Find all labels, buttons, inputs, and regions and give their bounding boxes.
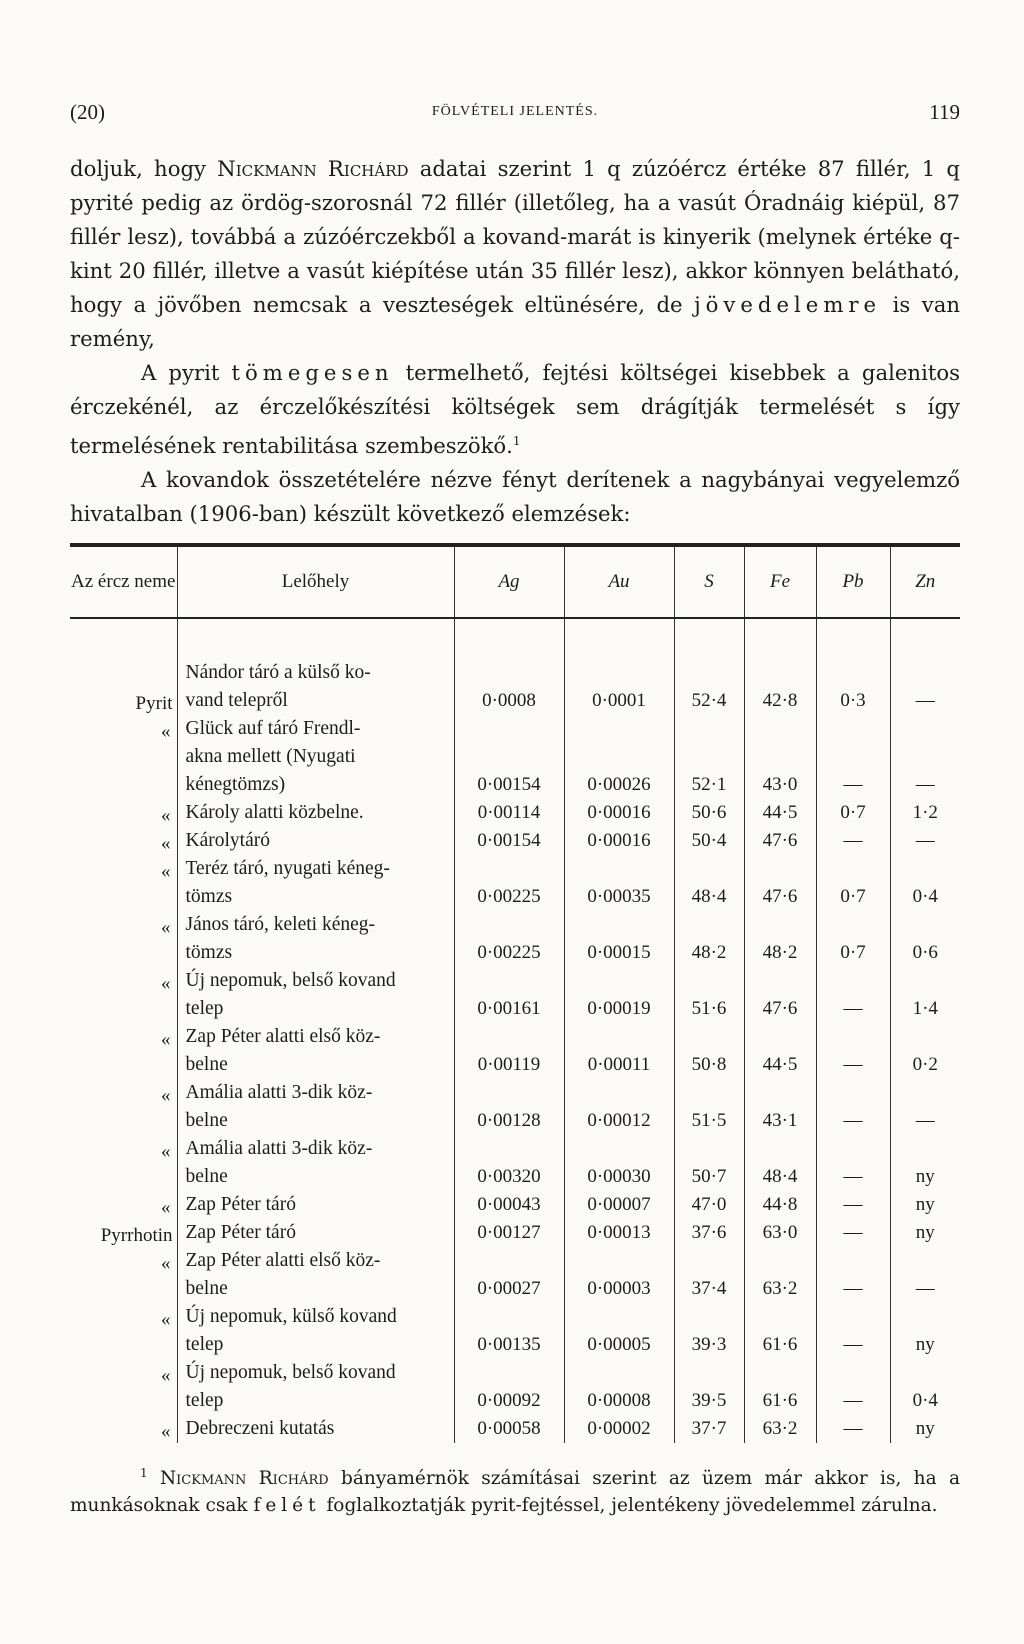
paragraph-1 xyxy=(70,152,960,356)
col-header-au: Au xyxy=(564,545,674,618)
cell-loc: telep xyxy=(177,1331,454,1359)
cell-zn: 1·2 xyxy=(890,799,960,827)
cell-pb: — xyxy=(816,1275,890,1303)
table-header-row xyxy=(70,545,960,618)
cell-loc: Új nepomuk, belső kovand xyxy=(177,967,454,995)
cell-ag xyxy=(454,743,564,771)
cell-zn: ny xyxy=(890,1163,960,1191)
cell-ag: 0·00058 xyxy=(454,1415,564,1443)
cell-s: 37·7 xyxy=(674,1415,744,1443)
cell-loc: Amália alatti 3-dik köz- xyxy=(177,1079,454,1107)
p2-spaced-word: tömegesen xyxy=(231,360,394,385)
cell-ore: « xyxy=(161,1309,171,1330)
table-row xyxy=(70,827,960,855)
cell-ag: 0·00092 xyxy=(454,1387,564,1415)
cell-pb xyxy=(816,967,890,995)
cell-au xyxy=(564,743,674,771)
cell-pb xyxy=(816,1247,890,1275)
cell-au xyxy=(564,911,674,939)
cell-loc: Debreczeni kutatás xyxy=(177,1415,454,1443)
cell-s: 50·4 xyxy=(674,827,744,855)
cell-fe xyxy=(744,1135,816,1163)
cell-ag: 0·00043 xyxy=(454,1191,564,1219)
table-row xyxy=(70,771,960,799)
col-header-location: Lelőhely xyxy=(177,545,454,618)
body-text xyxy=(70,152,960,531)
cell-ore: « xyxy=(161,1365,171,1386)
cell-au xyxy=(564,659,674,687)
cell-fe: 48·2 xyxy=(744,939,816,967)
cell-fe: 61·6 xyxy=(744,1387,816,1415)
cell-au: 0·0001 xyxy=(564,687,674,715)
table-row xyxy=(70,1135,960,1163)
cell-zn: ny xyxy=(890,1191,960,1219)
cell-fe: 43·1 xyxy=(744,1107,816,1135)
cell-fe: 48·4 xyxy=(744,1163,816,1191)
cell-zn: — xyxy=(890,827,960,855)
cell-au: 0·00035 xyxy=(564,883,674,911)
col-header-ore: Az ércz neme xyxy=(71,571,176,592)
table-row xyxy=(70,1415,960,1443)
cell-s: 37·6 xyxy=(674,1219,744,1247)
cell-s: 52·4 xyxy=(674,687,744,715)
cell-loc: Új nepomuk, belső kovand xyxy=(177,1359,454,1387)
cell-fe: 44·5 xyxy=(744,1051,816,1079)
cell-pb: — xyxy=(816,1107,890,1135)
cell-au xyxy=(564,1079,674,1107)
cell-zn: — xyxy=(890,1275,960,1303)
cell-au: 0·00016 xyxy=(564,799,674,827)
cell-s: 39·5 xyxy=(674,1387,744,1415)
col-header-s: S xyxy=(674,545,744,618)
cell-loc: vand telepről xyxy=(177,687,454,715)
table-row xyxy=(70,1303,960,1331)
cell-zn xyxy=(890,715,960,743)
cell-au: 0·00015 xyxy=(564,939,674,967)
cell-fe xyxy=(744,1247,816,1275)
cell-loc: telep xyxy=(177,1387,454,1415)
cell-s: 50·7 xyxy=(674,1163,744,1191)
cell-fe xyxy=(744,911,816,939)
cell-fe: 63·2 xyxy=(744,1415,816,1443)
cell-ore xyxy=(70,883,177,911)
cell-ore xyxy=(70,1163,177,1191)
cell-au: 0·00019 xyxy=(564,995,674,1023)
cell-loc: Teréz táró, nyugati kéneg- xyxy=(177,855,454,883)
cell-loc: akna mellett (Nyugati xyxy=(177,743,454,771)
cell-ag xyxy=(454,715,564,743)
cell-ag: 0·00154 xyxy=(454,827,564,855)
cell-ore: « xyxy=(161,721,171,742)
cell-ore: « xyxy=(161,917,171,938)
cell-au: 0·00008 xyxy=(564,1387,674,1415)
cell-fe: 44·5 xyxy=(744,799,816,827)
table-row xyxy=(70,883,960,911)
cell-s xyxy=(674,1247,744,1275)
cell-fe: 61·6 xyxy=(744,1331,816,1359)
p1-text-b: adatai szerint 1 q zúzóércz értéke 87 fillér, 1 q pyrité pedig az ördög-szorosnál 72 fillér (illetőleg, ha a vasút Óradnáig kiépül, 87 fillér lesz), továbbá a zúzóérczekből a kovand-marát is kinyerik (melynek értéke q-kint 20 fillér, illetve a vasút kiépítése után 35 fillér lesz), akkor könnyen belátható, hogy a jövőben nemcsak a veszteségek eltünésére, de xyxy=(70,156,960,317)
cell-pb: — xyxy=(816,1387,890,1415)
cell-fe xyxy=(744,1079,816,1107)
cell-pb: — xyxy=(816,827,890,855)
table-row xyxy=(70,995,960,1023)
cell-ag xyxy=(454,1247,564,1275)
cell-ag: 0·00225 xyxy=(454,939,564,967)
cell-au: 0·00003 xyxy=(564,1275,674,1303)
cell-fe: 47·6 xyxy=(744,827,816,855)
cell-loc: Zap Péter táró xyxy=(177,1219,454,1247)
cell-loc: kénegtömzs) xyxy=(177,771,454,799)
footnote-spaced-word: felét xyxy=(253,1495,321,1517)
cell-pb xyxy=(816,855,890,883)
cell-au xyxy=(564,1247,674,1275)
cell-au xyxy=(564,855,674,883)
cell-ore: Pyrit xyxy=(135,693,173,714)
col-header-ag: Ag xyxy=(454,545,564,618)
cell-ag: 0·00027 xyxy=(454,1275,564,1303)
cell-zn xyxy=(890,967,960,995)
cell-loc: Zap Péter alatti első köz- xyxy=(177,1247,454,1275)
footnote-author: Nickmann Richárd xyxy=(159,1468,329,1490)
cell-au: 0·00030 xyxy=(564,1163,674,1191)
cell-au: 0·00011 xyxy=(564,1051,674,1079)
cell-au xyxy=(564,1023,674,1051)
cell-ore: « xyxy=(161,861,171,882)
cell-fe xyxy=(744,743,816,771)
cell-ore: « xyxy=(161,805,171,826)
cell-ag xyxy=(454,1359,564,1387)
cell-ore xyxy=(70,1107,177,1135)
table-row xyxy=(70,1275,960,1303)
cell-pb: — xyxy=(816,1415,890,1443)
cell-zn: ny xyxy=(890,1415,960,1443)
cell-au: 0·00007 xyxy=(564,1191,674,1219)
cell-pb xyxy=(816,1079,890,1107)
cell-au: 0·00016 xyxy=(564,827,674,855)
cell-ore xyxy=(70,771,177,799)
cell-pb xyxy=(816,1135,890,1163)
cell-fe: 42·8 xyxy=(744,687,816,715)
cell-fe: 47·6 xyxy=(744,995,816,1023)
cell-s: 37·4 xyxy=(674,1275,744,1303)
cell-ag xyxy=(454,1303,564,1331)
cell-s: 50·8 xyxy=(674,1051,744,1079)
cell-au xyxy=(564,967,674,995)
table-row xyxy=(70,715,960,743)
cell-zn: 1·4 xyxy=(890,995,960,1023)
cell-zn: 0·2 xyxy=(890,1051,960,1079)
cell-zn xyxy=(890,1135,960,1163)
cell-pb: — xyxy=(816,771,890,799)
cell-fe xyxy=(744,967,816,995)
table-row xyxy=(70,1331,960,1359)
cell-ag: 0·00128 xyxy=(454,1107,564,1135)
cell-loc: tömzs xyxy=(177,939,454,967)
cell-pb xyxy=(816,715,890,743)
table-row xyxy=(70,687,960,715)
cell-zn xyxy=(890,1303,960,1331)
cell-ag xyxy=(454,1079,564,1107)
cell-loc: János táró, keleti kéneg- xyxy=(177,911,454,939)
cell-fe xyxy=(744,855,816,883)
cell-ore xyxy=(70,1275,177,1303)
footnote-ref: 1 xyxy=(512,434,521,448)
cell-ag: 0·00161 xyxy=(454,995,564,1023)
cell-loc: Zap Péter alatti első köz- xyxy=(177,1023,454,1051)
footnote-text-a: bányamérnök számításai szerint az üzem már akkor is, ha a munkásoknak csak xyxy=(70,1468,960,1517)
cell-ore: « xyxy=(161,1197,171,1218)
table-spacer-row xyxy=(70,618,960,659)
cell-ore xyxy=(70,939,177,967)
cell-s xyxy=(674,1303,744,1331)
cell-zn: 0·4 xyxy=(890,883,960,911)
cell-fe: 44·8 xyxy=(744,1191,816,1219)
cell-ag: 0·00135 xyxy=(454,1331,564,1359)
cell-s xyxy=(674,1359,744,1387)
table-row xyxy=(70,1163,960,1191)
cell-fe: 47·6 xyxy=(744,883,816,911)
cell-zn: 0·4 xyxy=(890,1387,960,1415)
cell-fe: 63·0 xyxy=(744,1219,816,1247)
cell-ore: « xyxy=(161,1085,171,1106)
cell-ore: « xyxy=(161,833,171,854)
cell-loc: Nándor táró a külső ko- xyxy=(177,659,454,687)
cell-zn xyxy=(890,1359,960,1387)
table-row xyxy=(70,1079,960,1107)
cell-pb xyxy=(816,1023,890,1051)
table-row xyxy=(70,855,960,883)
paragraph-3: A kovandok összetételére nézve fényt derítenek a nagybányai vegyelemző hivatalban (1906-ban) készült következő elemzések: xyxy=(70,467,960,527)
cell-fe: 63·2 xyxy=(744,1275,816,1303)
cell-zn: 0·6 xyxy=(890,939,960,967)
cell-pb: — xyxy=(816,1051,890,1079)
cell-au xyxy=(564,1359,674,1387)
p2-text-b: termelhető, fejtési költségei kisebbek a galenitos érczekénél, az érczelőkészítési költségek sem drágítják termelését s így termelésének rentabilitása szembeszökő. xyxy=(70,360,960,459)
cell-pb xyxy=(816,743,890,771)
cell-loc: Károly alatti közbelne. xyxy=(177,799,454,827)
p2-text-a: A pyrit xyxy=(141,360,232,385)
cell-ore: « xyxy=(161,1141,171,1162)
cell-ag xyxy=(454,1135,564,1163)
cell-loc: Károlytáró xyxy=(177,827,454,855)
cell-loc: Új nepomuk, külső kovand xyxy=(177,1303,454,1331)
cell-ag: 0·00154 xyxy=(454,771,564,799)
cell-zn xyxy=(890,855,960,883)
cell-fe xyxy=(744,715,816,743)
cell-ag: 0·0008 xyxy=(454,687,564,715)
cell-ag: 0·00127 xyxy=(454,1219,564,1247)
cell-zn xyxy=(890,1079,960,1107)
cell-pb: — xyxy=(816,1163,890,1191)
cell-s: 51·6 xyxy=(674,995,744,1023)
cell-pb: — xyxy=(816,1331,890,1359)
cell-ag: 0·00114 xyxy=(454,799,564,827)
analysis-table xyxy=(70,543,960,1443)
cell-loc: belne xyxy=(177,1275,454,1303)
cell-zn xyxy=(890,1247,960,1275)
cell-s xyxy=(674,743,744,771)
cell-pb: — xyxy=(816,1191,890,1219)
cell-zn xyxy=(890,1023,960,1051)
cell-au xyxy=(564,1135,674,1163)
table-row xyxy=(70,1387,960,1415)
header-title: FÖLVÉTELI JELENTÉS. xyxy=(431,104,599,119)
cell-pb xyxy=(816,911,890,939)
cell-s xyxy=(674,967,744,995)
cell-ag xyxy=(454,911,564,939)
cell-ag: 0·00320 xyxy=(454,1163,564,1191)
cell-au: 0·00026 xyxy=(564,771,674,799)
table-row xyxy=(70,1023,960,1051)
cell-s: 50·6 xyxy=(674,799,744,827)
cell-loc: Zap Péter táró xyxy=(177,1191,454,1219)
cell-fe xyxy=(744,1023,816,1051)
table-row xyxy=(70,743,960,771)
cell-fe xyxy=(744,1359,816,1387)
cell-s xyxy=(674,855,744,883)
cell-s xyxy=(674,1023,744,1051)
col-header-pb: Pb xyxy=(816,545,890,618)
cell-pb xyxy=(816,659,890,687)
cell-s: 52·1 xyxy=(674,771,744,799)
cell-ore xyxy=(70,995,177,1023)
cell-au: 0·00002 xyxy=(564,1415,674,1443)
cell-au: 0·00012 xyxy=(564,1107,674,1135)
cell-pb: 0·7 xyxy=(816,883,890,911)
footnote-mark: 1 xyxy=(140,1466,148,1480)
cell-loc: belne xyxy=(177,1163,454,1191)
page-number: 119 xyxy=(929,100,960,124)
table-row xyxy=(70,1247,960,1275)
cell-pb: — xyxy=(816,995,890,1023)
col-header-fe: Fe xyxy=(744,545,816,618)
cell-au xyxy=(564,1303,674,1331)
p1-text-c: is van remény, xyxy=(70,292,960,351)
cell-zn xyxy=(890,743,960,771)
cell-au: 0·00005 xyxy=(564,1331,674,1359)
table-row xyxy=(70,799,960,827)
cell-ore xyxy=(70,743,177,771)
cell-s: 48·4 xyxy=(674,883,744,911)
cell-zn xyxy=(890,911,960,939)
table-row xyxy=(70,1359,960,1387)
cell-pb: — xyxy=(816,1219,890,1247)
cell-s xyxy=(674,659,744,687)
cell-s: 47·0 xyxy=(674,1191,744,1219)
cell-ore: « xyxy=(161,1029,171,1050)
cell-au: 0·00013 xyxy=(564,1219,674,1247)
cell-loc: Amália alatti 3-dik köz- xyxy=(177,1135,454,1163)
cell-fe xyxy=(744,659,816,687)
cell-pb: 0·7 xyxy=(816,939,890,967)
cell-zn: ny xyxy=(890,1219,960,1247)
cell-ag xyxy=(454,659,564,687)
table-row xyxy=(70,911,960,939)
cell-ore: « xyxy=(161,973,171,994)
table-row xyxy=(70,1191,960,1219)
cell-s xyxy=(674,1079,744,1107)
cell-s: 48·2 xyxy=(674,939,744,967)
cell-ore: Pyrrhotin xyxy=(100,1225,173,1246)
cell-fe: 43·0 xyxy=(744,771,816,799)
p1-text-a: doljuk, hogy xyxy=(70,156,218,181)
cell-loc: Glück auf táró Frendl- xyxy=(177,715,454,743)
cell-pb: 0·7 xyxy=(816,799,890,827)
table-row xyxy=(70,659,960,687)
cell-s: 39·3 xyxy=(674,1331,744,1359)
table-row xyxy=(70,1219,960,1247)
cell-zn: — xyxy=(890,687,960,715)
cell-s: 51·5 xyxy=(674,1107,744,1135)
table-row xyxy=(70,967,960,995)
cell-loc: belne xyxy=(177,1051,454,1079)
cell-ag xyxy=(454,855,564,883)
cell-s xyxy=(674,715,744,743)
cell-ag: 0·00119 xyxy=(454,1051,564,1079)
cell-fe xyxy=(744,1303,816,1331)
cell-s xyxy=(674,1135,744,1163)
cell-ore xyxy=(70,659,177,687)
cell-s xyxy=(674,911,744,939)
cell-ag: 0·00225 xyxy=(454,883,564,911)
footnote-text-b: foglalkoztatják pyrit-fejtéssel, jelentékeny jövedelemmel zárulna. xyxy=(320,1495,938,1517)
running-header xyxy=(70,100,960,130)
cell-au xyxy=(564,715,674,743)
cell-loc: tömzs xyxy=(177,883,454,911)
cell-loc: belne xyxy=(177,1107,454,1135)
cell-ore: « xyxy=(161,1253,171,1274)
cell-zn: — xyxy=(890,771,960,799)
col-header-zn: Zn xyxy=(890,545,960,618)
table-row xyxy=(70,1107,960,1135)
header-section-number: (20) xyxy=(70,100,105,124)
cell-ag xyxy=(454,967,564,995)
cell-ore xyxy=(70,1051,177,1079)
cell-zn xyxy=(890,659,960,687)
p1-spaced-word: jövedelemre xyxy=(694,292,882,317)
cell-zn: — xyxy=(890,1107,960,1135)
cell-ag xyxy=(454,1023,564,1051)
cell-loc: telep xyxy=(177,995,454,1023)
table-row xyxy=(70,1051,960,1079)
cell-ore xyxy=(70,1387,177,1415)
paragraph-2 xyxy=(70,356,960,463)
cell-zn: ny xyxy=(890,1331,960,1359)
cell-pb xyxy=(816,1359,890,1387)
cell-ore xyxy=(70,1331,177,1359)
cell-ore: « xyxy=(161,1421,171,1442)
cell-pb: 0·3 xyxy=(816,687,890,715)
table-row xyxy=(70,939,960,967)
footnote xyxy=(70,1460,960,1519)
author-name: Nickmann Richárd xyxy=(217,156,409,181)
cell-pb xyxy=(816,1303,890,1331)
